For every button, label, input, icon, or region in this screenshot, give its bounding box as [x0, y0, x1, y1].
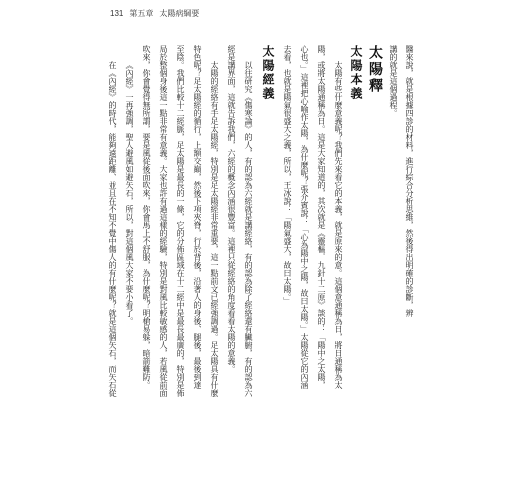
- subsection: [104, 45, 279, 401]
- text-column: 以往研究《傷寒論》的人，有的認為六經就是講經絡，有的認為除了經絡還有臟腑，有的認為六: [244, 61, 253, 397]
- subsection-title: 太陽本義: [349, 45, 363, 101]
- text-column: 醫來說，就是根據四診的材料，進行綜合分析思維，然後得出明確的診斷，辨: [405, 45, 414, 317]
- text-column: 心也。」這裡把心喻作太陽，為什麼呢？張介賓說：「心為陽中之陽，故曰太陽。」太陽從它的內涵: [300, 45, 309, 389]
- text-column: 去看，也就是陽氣很盛大之義，所以，王冰說：「陽氣盛大，故曰太陽。」: [283, 45, 292, 305]
- text-column: 經是講界面，這就告訴我們，六經的概念內涵很豐富。這裡只從經絡的角度看看太陽的意義。: [227, 45, 236, 373]
- running-header: [110, 9, 199, 19]
- subsection: [279, 45, 365, 401]
- page-body: [104, 45, 417, 401]
- paragraph: [104, 45, 121, 401]
- section-title: 太陽釋: [367, 45, 383, 95]
- paragraph: [279, 45, 347, 401]
- section: [104, 45, 385, 401]
- chapter-title: 太陽病綱要: [159, 9, 200, 18]
- text-column: 吹來，你會覺得無所謂，要是風從後面吹來，你會馬上不舒服，為什麼呢？明槍易躲，暗箭難防。: [142, 45, 151, 389]
- continuation-paragraph: [385, 45, 417, 401]
- paragraph: [223, 45, 257, 401]
- text-column: 太陽的經絡有手足太陽經，特別是足太陽經非常重要，這一點前文已經強調過。足太陽具有什麼: [210, 61, 219, 397]
- page-number: 131: [110, 9, 124, 18]
- text-column: 講的就是這個過程。: [389, 45, 398, 117]
- text-column: 局於整個身後這一點非常有意義。大家也許有過這樣的經驗，特別是對風比較敏感的人，若風從前面: [159, 45, 168, 397]
- text-column: 至陰。我們比較十二經脈，足太陽是最長的一條，它的分佈區域在十二經中是最長最廣的，特別是佈: [176, 45, 185, 397]
- paragraph: [138, 45, 223, 401]
- chapter-label: 第五章: [129, 9, 154, 18]
- text-column: 特色呢？足太陽經的循行，上額交巔，然後下項夾脊，行於背後，沿著人的身後、腿後，最後到達: [193, 45, 202, 389]
- paragraph: [121, 45, 138, 401]
- text-column: 太陽有些什麼意義呢？我們先來看它的本義，就是原來的意。這個意通稱為日，將日通稱為太: [334, 61, 343, 389]
- text-column: 《內經》一再強調，聖人避風如避矢石，所以，對這個風大家不要小看了。: [125, 61, 134, 325]
- text-column: 在《內經》的時代，能夠遠距離、並且在不知不覺中傷人的有什麼呢？就是這個矢石，而矢石從: [108, 61, 117, 397]
- text-column: 陽，或將太陽通稱為日。這是大家知道的，其次就是《靈樞．九針十二原》談的：「陽中之太陽，: [317, 45, 326, 389]
- subsection-title: 太陽經義: [261, 45, 275, 101]
